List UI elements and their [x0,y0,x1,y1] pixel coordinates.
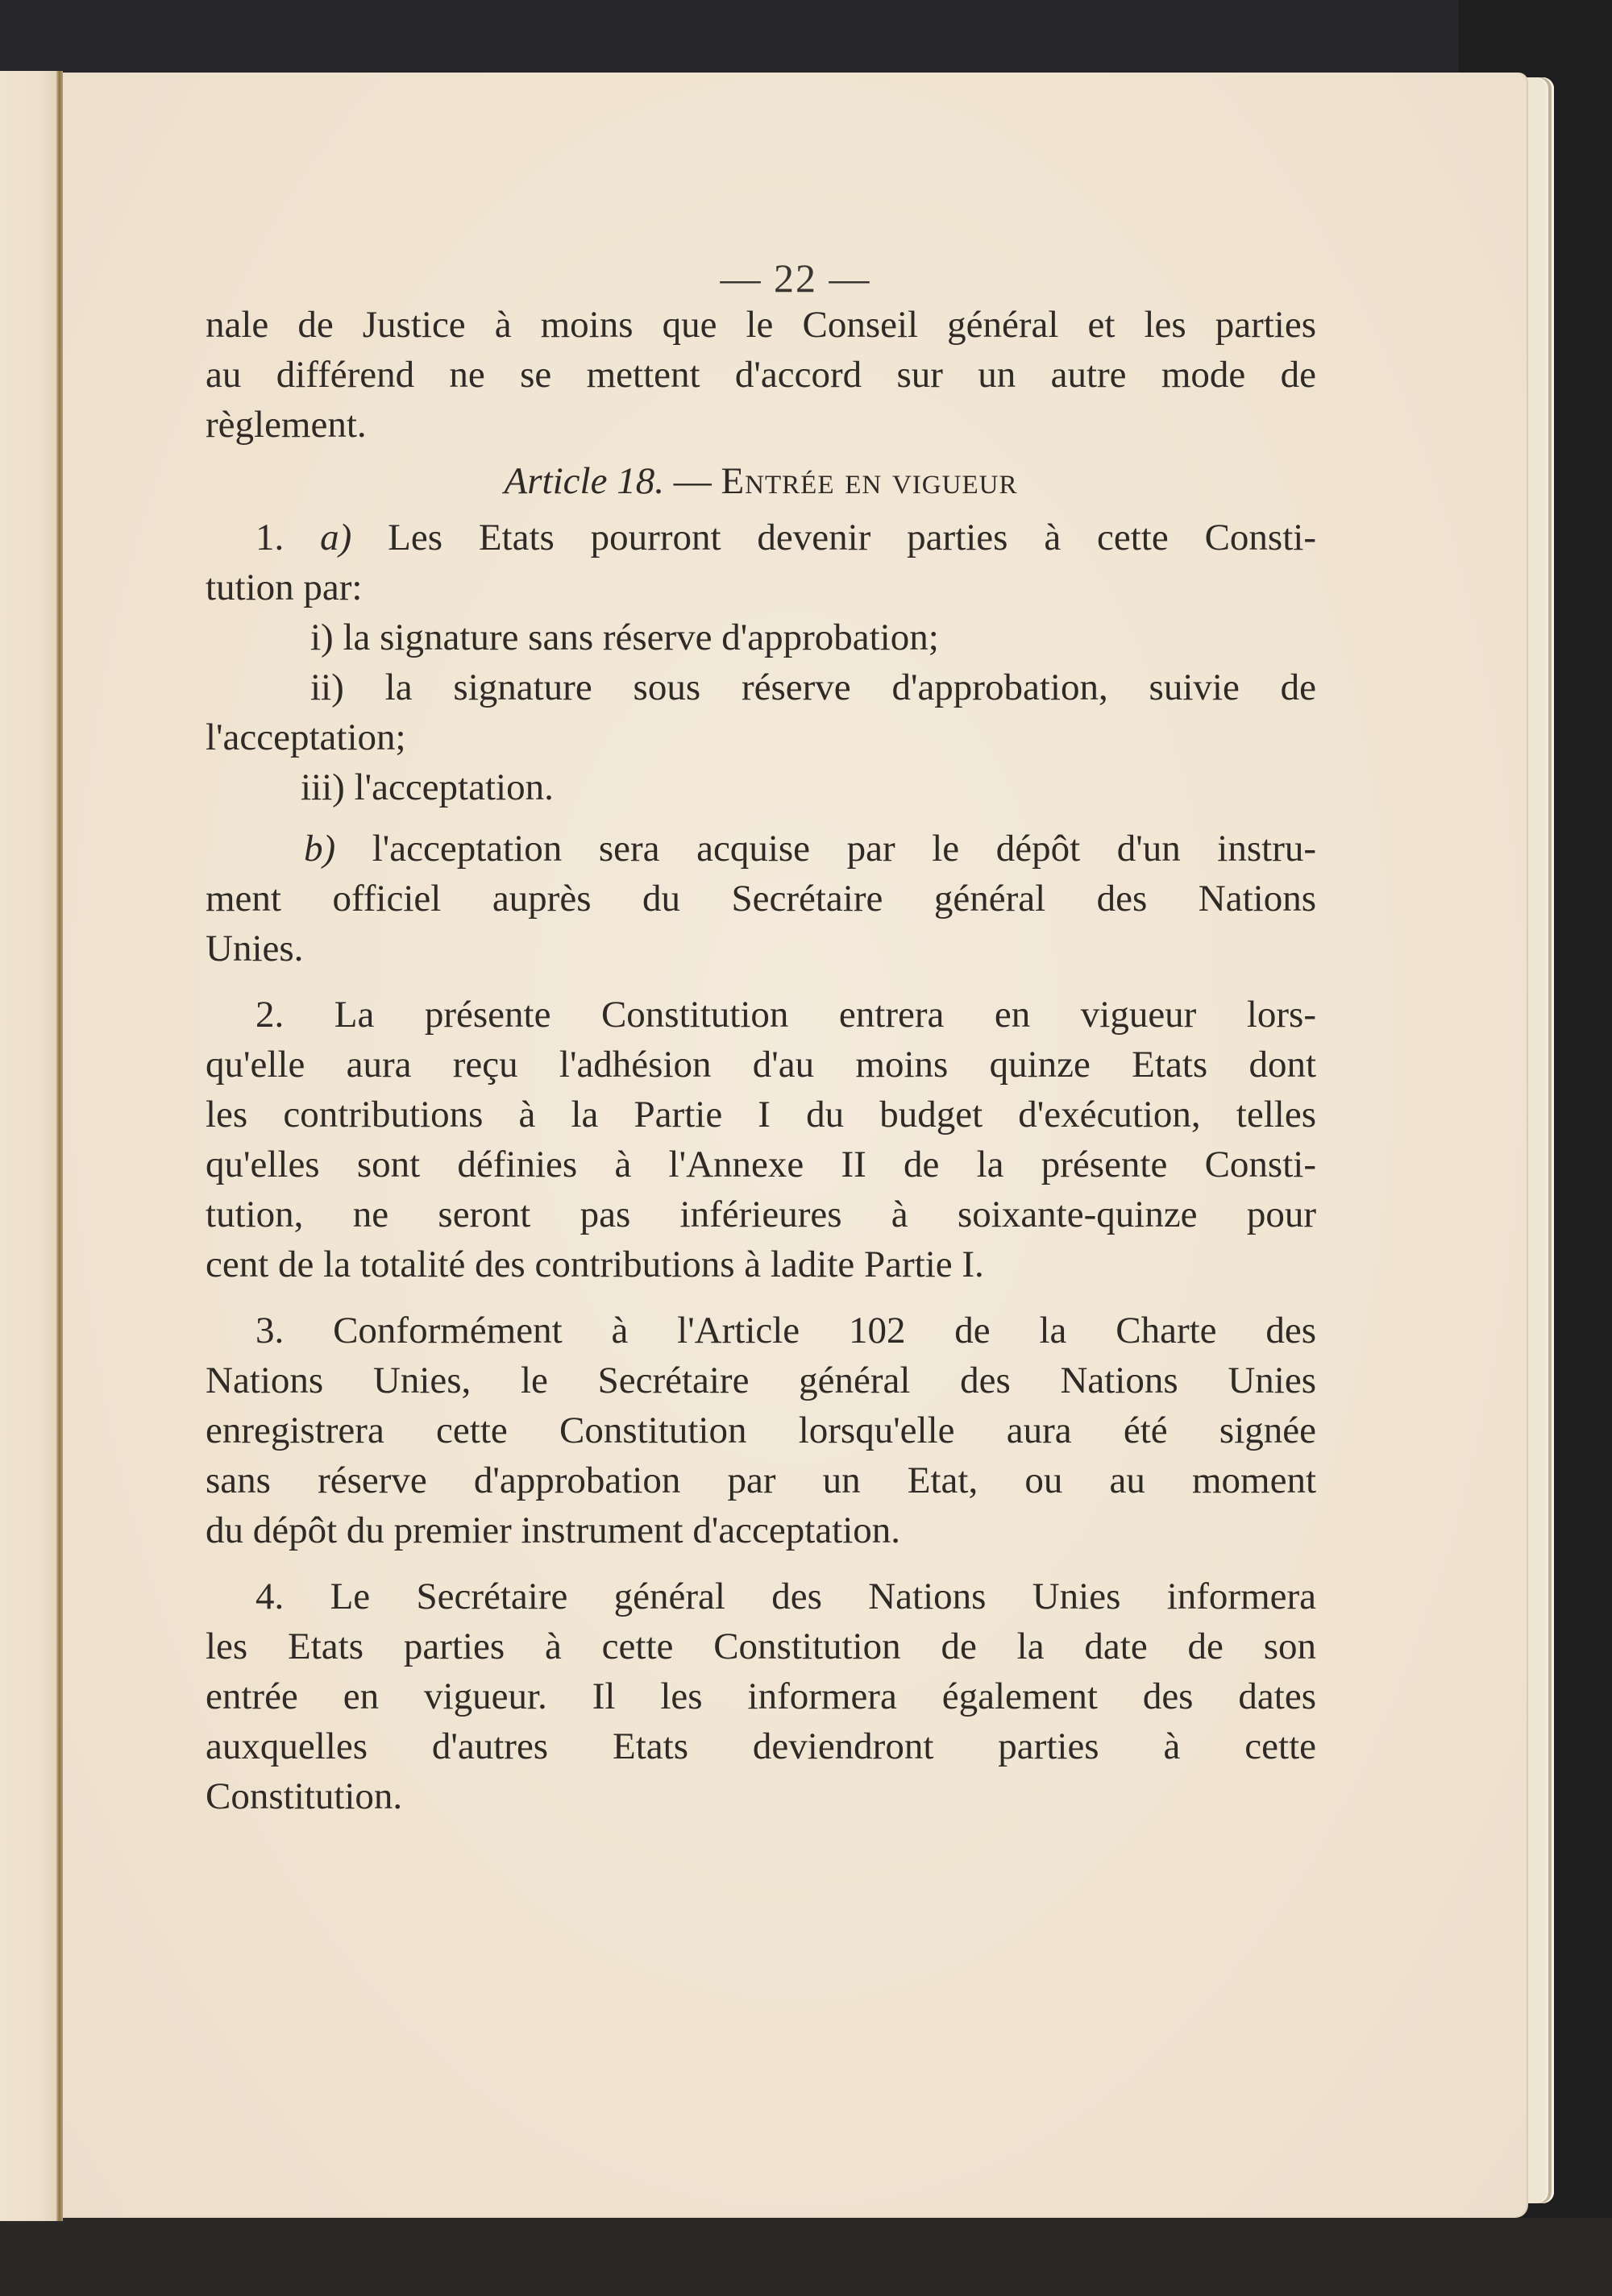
text-fragment: l'acceptation sera acquise par le dépôt d'un instru- [372,828,1316,870]
list-items [206,612,1316,812]
text-line: Unies. [206,928,304,969]
section-number: 1. [256,517,285,558]
text-line: entrée en vigueur. Il les informera également des dates [206,1675,1316,1717]
list-marker: i) [310,617,334,658]
section-1a [206,513,1316,612]
section-4 [206,1571,1316,1821]
spacer [206,1555,1316,1571]
article-label: Article 18. [504,460,664,502]
list-text: la signature sans réserve d'approbation; [343,617,939,658]
article-dash: — [663,460,721,502]
text-line: 2. La présente Constitution entrera en vigueur lors- [256,994,1316,1036]
list-text: l'acceptation. [354,766,554,808]
spacer [206,974,1316,990]
list-text: la signature sous réserve d'approbation, suivie de [384,666,1317,708]
section-letter: a) [320,517,352,558]
text-line: 4. Le Secrétaire général des Nations Unies informera [256,1576,1316,1617]
section-letter: b) [304,828,336,870]
text-line: qu'elle aura reçu l'adhésion d'au moins quinze Etats dont [206,1044,1316,1086]
list-marker: ii) [310,666,344,708]
book-spine-gutter [56,71,63,2221]
scan-background-top [0,0,1459,73]
text-line: ment officiel auprès du Secrétaire général des Nations [206,878,1316,920]
spacer [206,1289,1316,1306]
facing-page-edge [0,71,58,2221]
text-line: tution, ne seront pas inférieures à soixante-quinze pour [206,1194,1316,1235]
page-number: — 22 — [720,255,871,301]
list-item [206,762,1316,812]
article-heading [206,455,1316,508]
text-line: nale de Justice à moins que le Conseil général et les parties [206,304,1316,346]
text-line: du dépôt du premier instrument d'acceptation. [206,1509,901,1551]
scan-background-bottom [0,2218,1612,2296]
text-line: Nations Unies, le Secrétaire général des Nations Unies [206,1360,1316,1401]
text-line: 3. Conformément à l'Article 102 de la Charte des [256,1310,1316,1351]
list-marker: iii) [301,766,345,808]
section-1b [206,824,1316,974]
list-item-continuation: l'acceptation; [206,716,406,758]
text-line: auxquelles d'autres Etats deviendront parties à cette [206,1725,1316,1767]
text-line: enregistrera cette Constitution lorsqu'elle aura été signée [206,1410,1316,1451]
page-body [206,300,1316,1821]
text-line [206,824,1316,874]
text-line: qu'elles sont définies à l'Annexe II de la présente Consti- [206,1144,1316,1185]
text-fragment: Les Etats pourront devenir parties à cette Consti- [388,517,1316,558]
text-line: sans réserve d'approbation par un Etat, ou au moment [206,1459,1316,1501]
text-line: au différend ne se mettent d'accord sur un autre mode de [206,354,1316,396]
text-line: Constitution. [206,1775,403,1817]
continuation-paragraph [206,300,1316,450]
article-title: Entrée en vigueur [721,460,1018,502]
list-item [206,612,1316,662]
text-line [206,513,1316,563]
text-line: les Etats parties à cette Constitution de la date de son [206,1625,1316,1667]
list-item [206,662,1316,712]
text-line: règlement. [206,404,367,446]
text-line: tution par: [206,567,363,608]
text-line: les contributions à la Partie I du budget d'exécution, telles [206,1094,1316,1136]
spacer [206,812,1316,824]
text-line: cent de la totalité des contributions à ladite Partie I. [206,1243,984,1285]
section-3 [206,1306,1316,1555]
section-2 [206,990,1316,1289]
